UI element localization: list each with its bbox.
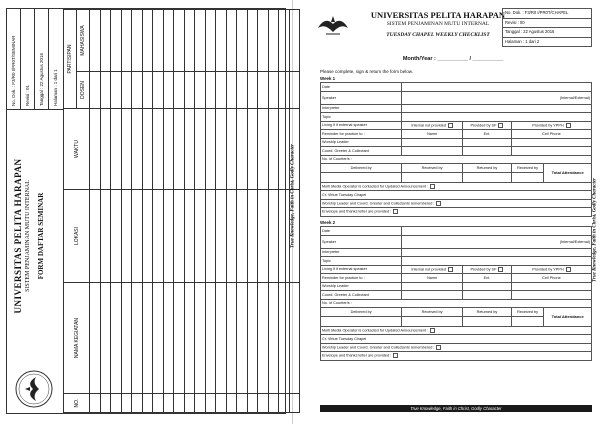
ext-col: Ext. [483,275,491,280]
table-cell[interactable] [184,10,195,72]
worship-leader-label: Worship Leader [322,140,349,145]
table-cell[interactable] [205,10,216,72]
university-logo-icon [316,10,350,42]
org-subtitle: SISTEM PENJAMINAN MUTU INTERNAL [25,180,31,292]
checkbox[interactable] [498,267,503,272]
internal-not-provided: Internal not provided [411,267,446,272]
table-cell[interactable] [174,283,185,394]
table-cell[interactable] [142,394,153,413]
table-row [321,208,592,217]
name-col: Name [427,275,438,280]
table-row [321,335,592,344]
table-cell[interactable] [111,10,122,72]
total-attendance: Total Attendance [551,314,584,320]
topic-field[interactable] [402,257,592,266]
week-title: Week 2 [320,220,336,225]
reminder-label: Reminder for practice to : [322,275,365,280]
table-row [321,248,592,257]
interpreter-field[interactable] [402,104,592,113]
cr-virtue-label: Cr. Virtue Tuesday Chapel [322,192,367,197]
week-block [320,76,592,217]
table-row [216,10,227,413]
form-frame [6,8,286,414]
table-cell[interactable] [268,283,279,394]
table-row [163,10,174,413]
checkbox[interactable] [436,345,441,350]
table-row [268,10,279,413]
document-meta [7,9,63,110]
cellphone-col: Cell Phone [542,131,561,136]
table-cell[interactable] [132,190,143,283]
table-cell[interactable] [226,71,237,108]
table-cell[interactable] [111,190,122,283]
table-cell[interactable] [237,10,248,72]
table-row [321,182,592,191]
col-waktu: WAKTU [64,109,90,190]
col-mahasiswa: MAHASISWA [77,10,90,72]
date-label: Date [322,228,331,233]
table-cell[interactable] [90,190,101,283]
table-cell[interactable] [247,71,258,108]
counter-label: No. of Counter/s : [322,301,352,306]
table-row [237,10,248,413]
table-row [321,343,592,352]
worship-coord-label: Worship Leader and Coord. Greeter and Collectants remembered : [322,201,435,206]
table-cell[interactable] [153,10,164,72]
table-cell[interactable] [184,283,195,394]
col-dosen: DOSEN [77,71,90,108]
returned-by: Returned by [476,165,498,170]
table-row [184,10,195,413]
date-field[interactable] [402,83,592,92]
meta-row: Revisi : 01 [21,9,35,109]
table-cell[interactable] [289,10,300,72]
seminar-rows [90,10,300,413]
table-cell[interactable] [132,71,143,108]
table-row [321,299,592,308]
table-row [321,227,592,236]
table-cell[interactable] [163,190,174,283]
seminar-table [63,9,300,413]
table-cell[interactable] [195,109,206,190]
internal-not-provided: Internal not provided [411,123,446,128]
table-cell[interactable] [268,190,279,283]
table-row [321,308,592,317]
table-cell[interactable] [132,394,143,413]
table-cell[interactable] [142,71,153,108]
table-row [153,10,164,413]
table-cell[interactable] [100,71,111,108]
table-row [321,191,592,200]
provided-by-sf: Provided by SF [470,123,497,128]
table-cell[interactable] [237,283,248,394]
table-cell[interactable] [258,394,269,413]
table-row [321,121,592,130]
table-cell[interactable] [100,283,111,394]
table-row [174,10,185,413]
table-cell[interactable] [258,283,269,394]
meta-row: Revisi : 00 [503,19,591,29]
table-row [321,282,592,291]
envelope-label: Envelope and thanks letter are provided : [322,209,392,214]
checkbox[interactable] [566,267,571,272]
table-cell[interactable] [153,71,164,108]
week-block [320,220,592,361]
delivered-by: Delivered by [350,165,372,170]
table-cell[interactable] [205,109,216,190]
table-row [100,10,111,413]
returned-by: Returned by [476,309,498,314]
table-cell[interactable] [90,10,101,72]
checkbox[interactable] [393,353,398,358]
table-cell[interactable] [184,190,195,283]
table-cell[interactable] [142,283,153,394]
table-cell[interactable] [111,71,122,108]
table-cell[interactable] [184,71,195,108]
table-cell[interactable] [268,394,279,413]
speaker-note: (Internal/External) [559,95,590,100]
speaker-note: (Internal/External) [559,239,590,244]
table-cell[interactable] [121,394,132,413]
table-cell[interactable] [289,394,300,413]
table-row [321,83,592,92]
table-cell[interactable] [195,283,206,394]
table-cell[interactable] [163,10,174,72]
table-cell[interactable] [289,283,300,394]
cr-virtue-label: Cr. Virtue Tuesday Chapel [322,336,367,341]
motto-caption [590,150,600,310]
table-cell[interactable] [153,109,164,190]
received-by-2: Received by [517,165,539,170]
meta-row: Halaman : 1 dari 2 [505,38,540,44]
org-name: UNIVERSITAS PELITA HARAPAN [13,158,23,314]
name-col: Name [427,131,438,136]
delivered-by: Delivered by [350,309,372,314]
seminar-form-page [0,0,296,424]
table-cell[interactable] [247,109,258,190]
table-cell[interactable] [216,10,227,72]
table-cell[interactable] [163,283,174,394]
table-cell[interactable] [142,190,153,283]
table-cell[interactable] [237,190,248,283]
checkbox[interactable] [498,123,503,128]
table-cell[interactable] [268,109,279,190]
checkbox[interactable] [430,184,435,189]
table-row [321,257,592,266]
coord-label: Coord. Greeter & Collectant [322,148,369,153]
table-cell[interactable] [205,71,216,108]
table-row [321,326,592,335]
date-label: Date [322,84,331,89]
table-row [321,352,592,361]
col-nama-kegiatan: NAMA KEGIATAN [64,283,90,394]
table-cell[interactable] [184,109,195,190]
form-title: FORM DAFTAR SEMINAR [37,192,45,280]
table-cell[interactable] [247,394,258,413]
table-cell[interactable] [121,283,132,394]
table-cell[interactable] [195,71,206,108]
table-row [321,164,592,173]
instructions: Please complete, sign & return the form below. [320,69,414,74]
table-cell[interactable] [258,190,269,283]
week-table [320,226,592,361]
table-cell[interactable] [216,394,227,413]
table-cell[interactable] [163,394,174,413]
table-cell[interactable] [132,109,143,190]
worship-leader-label: Worship Leader [322,284,349,289]
table-cell[interactable] [226,109,237,190]
table-row [321,147,592,156]
provided-by-sf: Provided by SF [470,267,497,272]
table-row [247,10,258,413]
document-meta [502,8,592,47]
table-cell[interactable] [226,190,237,283]
table-cell[interactable] [100,190,111,283]
table-row [321,138,592,147]
table-cell[interactable] [184,394,195,413]
table-cell[interactable] [90,283,101,394]
table-cell[interactable] [205,283,216,394]
topic-label: Topic [322,258,331,263]
table-cell[interactable] [174,190,185,283]
col-partisipan: PARTISIPAN [64,10,77,109]
table-cell[interactable] [132,10,143,72]
total-attendance: Total Attendance [551,170,584,176]
interpreter-label: Interpreter [322,250,340,255]
meta-row: Tanggal : 22 Agustus 2016 [503,28,591,38]
living-label: Living if if external speaker [322,123,367,128]
motto-text: True Knowledge, Faith in Christ, Godly Character [592,178,598,282]
table-row [90,10,101,413]
table-cell[interactable] [111,394,122,413]
table-row [321,130,592,139]
month-year-field[interactable]: Month/Year : __________ / __________ [402,56,504,62]
meta-row: No. Dok. : F3/R0 I/PR0T/SEMINAR [7,9,21,109]
table-cell[interactable] [121,190,132,283]
org-name: UNIVERSITAS PELITA HARAPAN [370,10,506,20]
checkbox[interactable] [430,328,435,333]
table-cell[interactable] [163,109,174,190]
table-cell[interactable] [237,109,248,190]
motto-text: True Knowledge, Faith in Christ, Godly Character [290,144,296,248]
table-cell[interactable] [279,10,290,72]
table-cell[interactable] [226,283,237,394]
table-cell[interactable] [153,394,164,413]
table-row [321,265,592,274]
worship-coord-label: Worship Leader and Coord. Greeter and Collectants remembered : [322,345,435,350]
university-logo-icon [11,369,57,409]
table-cell[interactable] [174,71,185,108]
table-cell[interactable] [111,283,122,394]
org-block [13,111,45,361]
table-cell[interactable] [279,283,290,394]
table-cell[interactable] [121,71,132,108]
table-row [142,10,153,413]
mm-operator-label: Multi Media Operator is contacted for Updated Announcement : [322,328,429,333]
checkbox[interactable] [436,201,441,206]
table-row [321,291,592,300]
table-row [321,274,592,283]
table-cell[interactable] [247,190,258,283]
table-row [321,155,592,164]
table-cell[interactable] [258,109,269,190]
meta-row: No. Dok. : F3/R0 I/PR0T/CHAPEL [503,9,591,19]
table-cell[interactable] [90,109,101,190]
table-cell[interactable] [195,10,206,72]
table-cell[interactable] [216,190,227,283]
footer-motto: True Knowledge, Faith in Christ, Godly Character [320,405,592,412]
org-subtitle: SISTEM PENJAMINAN MUTU INTERNAL [386,21,490,27]
provided-by-ypph: Provided by YPPH [532,267,564,272]
table-cell[interactable] [174,10,185,72]
table-cell[interactable] [205,394,216,413]
table-row [321,235,592,248]
table-cell[interactable] [121,109,132,190]
table-cell[interactable] [205,190,216,283]
interpreter-field[interactable] [402,248,592,257]
chapel-checklist-page [306,0,600,424]
table-row [195,10,206,413]
checkbox[interactable] [566,123,571,128]
envelope-label: Envelope and thanks letter are provided : [322,353,392,358]
table-cell[interactable] [195,190,206,283]
table-cell[interactable] [247,10,258,72]
table-row [226,10,237,413]
table-cell[interactable] [174,109,185,190]
col-lokasi: LOKASI [64,190,90,283]
coord-label: Coord. Greeter & Collectant [322,292,369,297]
table-cell[interactable] [279,394,290,413]
table-cell[interactable] [258,10,269,72]
counter-label: No. of Counter/s : [322,157,352,162]
table-row [321,104,592,113]
week-title: Week 1 [320,76,336,81]
ext-col: Ext. [483,131,491,136]
table-cell[interactable] [237,71,248,108]
topic-field[interactable] [402,113,592,122]
table-cell[interactable] [153,283,164,394]
col-no: NO. [64,394,90,413]
table-row [321,113,592,122]
table-cell[interactable] [195,394,206,413]
table-cell[interactable] [226,394,237,413]
rotated-form [0,0,292,424]
table-cell[interactable] [216,109,227,190]
topic-label: Topic [322,114,331,119]
table-cell[interactable] [153,190,164,283]
checkbox[interactable] [448,267,453,272]
table-row [321,199,592,208]
table-cell[interactable] [142,109,153,190]
speaker-label: Speaker [322,239,337,244]
table-cell[interactable] [174,394,185,413]
table-cell[interactable] [216,71,227,108]
table-cell[interactable] [121,10,132,72]
received-by: Received by [421,309,443,314]
received-by: Received by [421,165,443,170]
table-row [132,10,143,413]
table-cell[interactable] [247,283,258,394]
table-row [111,10,122,413]
table-cell[interactable] [100,10,111,72]
table-row [205,10,216,413]
reminder-label: Reminder for practice to : [322,131,365,136]
mm-operator-label: Multi Media Operator is contacted for Updated Announcement : [322,184,429,189]
interpreter-label: Interpreter [322,106,340,111]
table-cell[interactable] [90,71,101,108]
table-cell[interactable] [268,10,279,72]
table-row [258,10,269,413]
table-cell[interactable] [226,10,237,72]
speaker-label: Speaker [322,95,337,100]
received-by-2: Received by [517,309,539,314]
table-cell[interactable] [163,71,174,108]
table-cell[interactable] [216,283,227,394]
table-cell[interactable] [142,10,153,72]
provided-by-ypph: Provided by YPPH [532,123,564,128]
table-cell[interactable] [237,394,248,413]
table-cell[interactable] [111,109,122,190]
form-header [7,9,64,413]
table-row [321,91,592,104]
week-table [320,82,592,217]
table-row [121,10,132,413]
table-cell[interactable] [100,394,111,413]
checkbox[interactable] [448,123,453,128]
table-cell[interactable] [90,394,101,413]
table-cell[interactable] [258,71,269,108]
checklist-header [314,8,592,44]
cellphone-col: Cell Phone [542,275,561,280]
living-label: Living if if external speaker [322,267,367,272]
table-cell[interactable] [268,71,279,108]
org-block [358,10,518,38]
date-field[interactable] [402,227,592,236]
table-cell[interactable] [132,283,143,394]
motto-caption [287,96,299,296]
meta-row: Tanggal : 22 Agustus 2016 [35,9,49,109]
checkbox[interactable] [393,209,398,214]
table-cell[interactable] [100,109,111,190]
form-title: TUESDAY CHAPEL WEEKLY CHECKLIST [386,32,490,38]
meta-row: Halaman : 1 dari 1 [53,69,58,106]
